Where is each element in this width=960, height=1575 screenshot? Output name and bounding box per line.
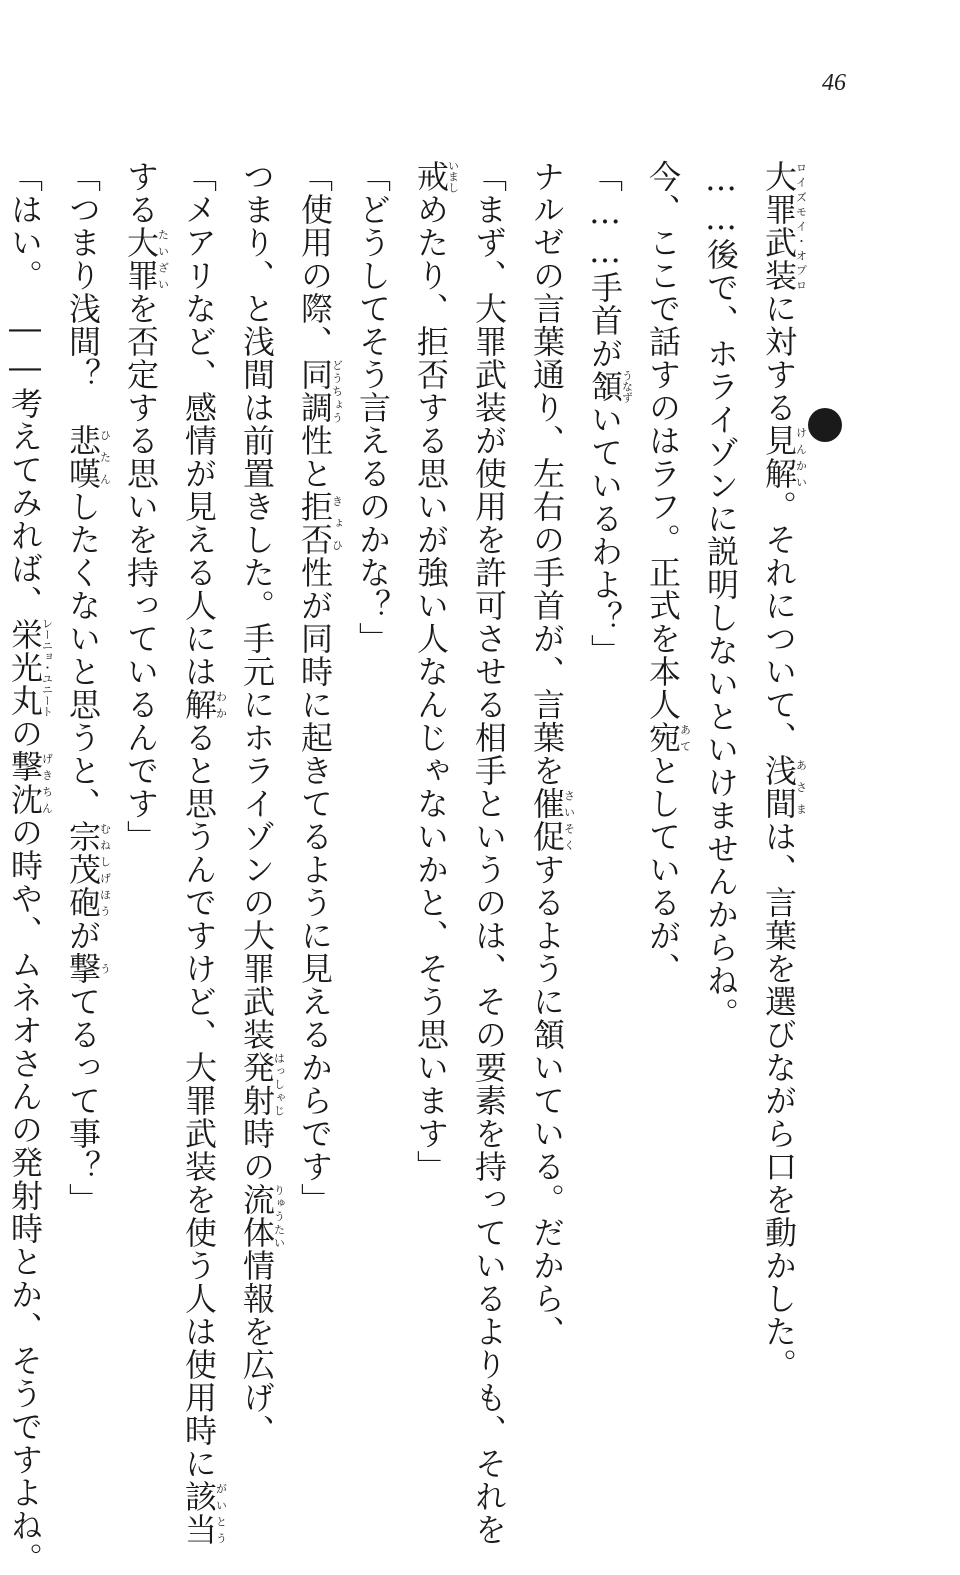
ruby-base: 悲嘆 xyxy=(64,424,102,490)
ruby-word xyxy=(180,1480,228,1546)
text-line xyxy=(286,160,344,1330)
ruby-reading: けんかい xyxy=(794,424,808,490)
text-segment: 「つまり浅間？ xyxy=(64,160,102,424)
ruby-reading: さいそく xyxy=(562,787,576,853)
ruby-base: 大罪 xyxy=(122,226,160,292)
ruby-word xyxy=(760,160,808,292)
text-segment: の時や、ムネオさんの発射時とか、そうですよね。 xyxy=(6,816,44,1575)
text-segment: 性と xyxy=(296,424,334,490)
text-segment: に対する xyxy=(760,292,798,424)
text-segment: つまり、と浅間は前置きした。手元にホライゾンの大罪武装 xyxy=(238,160,276,1051)
ruby-base: 大罪武装 xyxy=(760,160,798,292)
ruby-base: 栄光丸 xyxy=(6,618,44,717)
ruby-base: 戒 xyxy=(412,160,450,193)
ruby-reading: たいざい xyxy=(156,226,170,292)
text-line xyxy=(750,160,808,1381)
ruby-reading: がいとう xyxy=(214,1480,228,1546)
body-text xyxy=(0,160,808,1575)
text-segment: ると思うんですけど、大罪武装を使う人は使用時に xyxy=(180,721,218,1480)
ruby-base: 頷 xyxy=(586,370,624,403)
ruby-reading: むねしげほう xyxy=(98,820,112,919)
ruby-word xyxy=(296,490,344,556)
text-line xyxy=(54,160,112,1330)
ruby-word xyxy=(644,721,692,754)
text-segment: を否定する思いを持っているんです」 xyxy=(122,292,160,853)
ruby-word xyxy=(528,787,576,853)
ruby-word xyxy=(6,618,54,717)
ruby-word xyxy=(296,358,344,424)
text-segment: ナルゼの言葉通り、左右の手首が、言葉を xyxy=(528,160,566,787)
ruby-base: 拒否 xyxy=(296,490,334,556)
ruby-word xyxy=(6,750,54,816)
text-line xyxy=(692,160,750,1330)
text-segment: てるって事？」 xyxy=(64,985,102,1216)
text-segment: 「どうしてそう言えるのかな？」 xyxy=(354,160,392,655)
ruby-reading: うなず xyxy=(620,370,634,403)
text-segment: する xyxy=(122,160,160,226)
ruby-base: 撃 xyxy=(64,952,102,985)
ruby-reading: ひたん xyxy=(98,424,112,490)
ruby-reading: どうちょう xyxy=(330,358,344,424)
ruby-base: 同調 xyxy=(296,358,334,424)
ruby-base: 宗茂砲 xyxy=(64,820,102,919)
text-segment: いているわよ？」 xyxy=(586,403,624,667)
text-segment: は、言葉を選びながら口を動かした。 xyxy=(760,820,798,1381)
text-segment: 時の xyxy=(238,1117,276,1183)
text-line xyxy=(518,160,576,1348)
ruby-reading: ロイズモイ・オプロ xyxy=(794,160,808,292)
text-segment: が xyxy=(64,919,102,952)
text-segment: の xyxy=(6,717,44,750)
ruby-reading: きょひ xyxy=(330,490,344,556)
ruby-word xyxy=(64,952,112,985)
text-line xyxy=(228,160,286,1447)
ruby-base: 見解 xyxy=(760,424,798,490)
text-line xyxy=(402,160,460,1330)
ruby-reading: りゅうたい xyxy=(272,1183,286,1249)
ruby-word xyxy=(180,688,228,721)
text-segment: 「メアリなど、感情が見える人には xyxy=(180,160,218,688)
text-segment: としているが、 xyxy=(644,754,682,985)
ruby-base: 発射 xyxy=(238,1051,276,1117)
text-line xyxy=(0,160,54,1575)
ruby-word xyxy=(238,1183,286,1249)
ruby-base: 撃沈 xyxy=(6,750,44,816)
ruby-reading: げきちん xyxy=(40,750,54,816)
text-segment: 「……手首が xyxy=(586,160,624,370)
ruby-word xyxy=(760,424,808,490)
ruby-word xyxy=(64,820,112,919)
ruby-word xyxy=(122,226,170,292)
ruby-reading: いまし xyxy=(446,160,460,193)
text-segment: したくないと思うと、 xyxy=(64,490,102,820)
chapter-tab-marker xyxy=(808,408,842,442)
ruby-word xyxy=(586,370,634,403)
ruby-reading: あて xyxy=(678,721,692,754)
text-line xyxy=(344,160,402,1330)
ruby-reading: わか xyxy=(214,688,228,721)
ruby-reading: あさま xyxy=(794,754,808,820)
ruby-word xyxy=(238,1051,286,1117)
ruby-reading: う xyxy=(98,952,112,985)
text-segment: 「はい。 ――考えてみれば、 xyxy=(6,160,44,618)
text-segment: 「使用の際、 xyxy=(296,160,334,358)
ruby-base: 宛 xyxy=(644,721,682,754)
ruby-word xyxy=(760,754,808,820)
text-line xyxy=(460,160,518,1546)
ruby-word xyxy=(64,424,112,490)
ruby-word xyxy=(412,160,460,193)
text-segment: 「まず、大罪武装が使用を許可させる相手というのは、その要素を持っているよりも、それを xyxy=(470,160,508,1546)
ruby-base: 該当 xyxy=(180,1480,218,1546)
text-segment: 。それについて、 xyxy=(760,490,798,754)
text-segment: するように頷いている。だから、 xyxy=(528,853,566,1348)
text-segment: 性が同時に起きてるように見えるからです」 xyxy=(296,556,334,1216)
text-segment: 今、ここで話すのはラフ。正式を本人 xyxy=(644,160,682,721)
text-segment: 情報を広げ、 xyxy=(238,1249,276,1447)
ruby-base: 催促 xyxy=(528,787,566,853)
text-segment: めたり、拒否する思いが強い人なんじゃないかと、そう思います」 xyxy=(412,193,450,1183)
ruby-reading: レーニョ・ユニート xyxy=(40,618,54,717)
ruby-reading: はっしゃじ xyxy=(272,1051,286,1117)
text-line xyxy=(170,160,228,1546)
ruby-base: 流体 xyxy=(238,1183,276,1249)
page-number: 46 xyxy=(822,70,846,96)
text-line xyxy=(634,160,692,1330)
ruby-base: 解 xyxy=(180,688,218,721)
text-segment: ……後で、ホライゾンに説明しないといけませんからね。 xyxy=(702,160,740,1030)
text-line xyxy=(112,160,170,1330)
text-line xyxy=(576,160,634,1330)
ruby-base: 浅間 xyxy=(760,754,798,820)
